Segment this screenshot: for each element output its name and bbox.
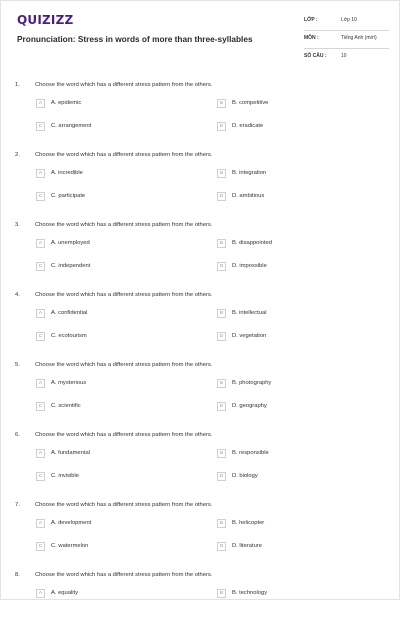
meta-value: Tiếng Anh (mới) [341,35,377,41]
question-prompt: Choose the word which has a different stress pattern from the others. [35,432,213,438]
question-prompt: Choose the word which has a different stress pattern from the others. [35,362,213,368]
question-2 [1,143,400,213]
meta-label: MÔN : [304,35,319,41]
question-prompt: Choose the word which has a different stress pattern from the others. [35,152,213,158]
question-number: 6. [15,432,20,438]
option-letter-box[interactable]: C [36,472,45,481]
question-number: 2. [15,152,20,158]
option-letter-box[interactable]: A [36,99,45,108]
option-text: A. unemployed [51,240,90,246]
meta-value: Lớp 10 [341,17,357,23]
option-letter-box[interactable]: B [217,99,226,108]
option-letter-box[interactable]: B [217,519,226,528]
option-letter-box[interactable]: D [217,192,226,201]
option-text: D. eradicate [232,123,264,129]
option-text: A. confidential [51,310,88,316]
option-text: C. independent [51,263,91,269]
option-text: B. intellectual [232,310,267,316]
question-number: 4. [15,292,20,298]
question-number: 1. [15,82,20,88]
option-text: D. ambitious [232,193,265,199]
option-letter-box[interactable]: D [217,542,226,551]
question-prompt: Choose the word which has a different stress pattern from the others. [35,222,213,228]
option-text: D. literature [232,543,262,549]
option-text: C. ecotourism [51,333,87,339]
question-prompt: Choose the word which has a different stress pattern from the others. [35,572,213,578]
option-text: C. participate [51,193,86,199]
option-text: A. equality [51,590,79,596]
question-7 [1,493,400,563]
question-4 [1,283,400,353]
question-1 [1,73,400,143]
option-text: D. geography [232,403,267,409]
option-text: A. fundamental [51,450,90,456]
option-letter-box[interactable]: D [217,472,226,481]
option-letter-box[interactable]: C [36,542,45,551]
question-number: 5. [15,362,20,368]
question-6 [1,423,400,493]
meta-row-subject [304,31,389,49]
option-letter-box[interactable]: A [36,589,45,598]
option-letter-box[interactable]: D [217,122,226,131]
option-text: D. impossible [232,263,267,269]
option-text: B. integration [232,170,267,176]
option-text: D. biology [232,473,258,479]
worksheet-title: Pronunciation: Stress in words of more than three-syllables [17,34,253,44]
worksheet-header [1,1,399,63]
worksheet-meta [304,13,389,66]
question-3 [1,213,400,283]
question-5 [1,353,400,423]
meta-label: SỐ CÂU : [304,53,327,59]
question-number: 7. [15,502,20,508]
meta-row-question-count [304,49,389,66]
option-text: B. responsible [232,450,269,456]
option-text: A. development [51,520,92,526]
option-text: C. arrangement [51,123,92,129]
question-8 [1,563,400,633]
option-letter-box[interactable]: D [217,402,226,411]
option-letter-box[interactable]: C [36,402,45,411]
option-letter-box[interactable]: C [36,262,45,271]
option-text: B. helicopter [232,520,265,526]
option-letter-box[interactable]: C [36,192,45,201]
option-letter-box[interactable]: B [217,309,226,318]
option-letter-box[interactable]: B [217,589,226,598]
option-text: B. disappointed [232,240,272,246]
option-letter-box[interactable]: A [36,239,45,248]
option-letter-box[interactable]: B [217,169,226,178]
option-letter-box[interactable]: C [36,332,45,341]
option-text: B. technology [232,590,268,596]
option-letter-box[interactable]: A [36,379,45,388]
question-list [1,73,400,633]
option-letter-box[interactable]: A [36,449,45,458]
option-letter-box[interactable]: B [217,449,226,458]
meta-row-class [304,13,389,31]
option-text: A. mysterious [51,380,87,386]
option-text: C. invisible [51,473,80,479]
option-letter-box[interactable]: D [217,332,226,341]
option-text: A. incredible [51,170,83,176]
option-text: D. vegetation [232,333,267,339]
option-text: B. photography [232,380,272,386]
question-number: 8. [15,572,20,578]
option-text: A. epidemic [51,100,82,106]
option-letter-box[interactable]: B [217,379,226,388]
option-letter-box[interactable]: A [36,519,45,528]
option-text: C. scientific [51,403,81,409]
option-text: C. watermelon [51,543,89,549]
option-letter-box[interactable]: C [36,122,45,131]
option-text: B. competitive [232,100,269,106]
question-prompt: Choose the word which has a different stress pattern from the others. [35,82,213,88]
option-letter-box[interactable]: A [36,169,45,178]
question-number: 3. [15,222,20,228]
meta-value: 10 [341,53,347,59]
option-letter-box[interactable]: B [217,239,226,248]
option-letter-box[interactable]: D [217,262,226,271]
question-prompt: Choose the word which has a different stress pattern from the others. [35,292,213,298]
option-letter-box[interactable]: A [36,309,45,318]
question-prompt: Choose the word which has a different stress pattern from the others. [35,502,213,508]
meta-label: LỚP : [304,17,318,23]
quizizz-logo[interactable]: QUIZIZZ [17,13,74,27]
